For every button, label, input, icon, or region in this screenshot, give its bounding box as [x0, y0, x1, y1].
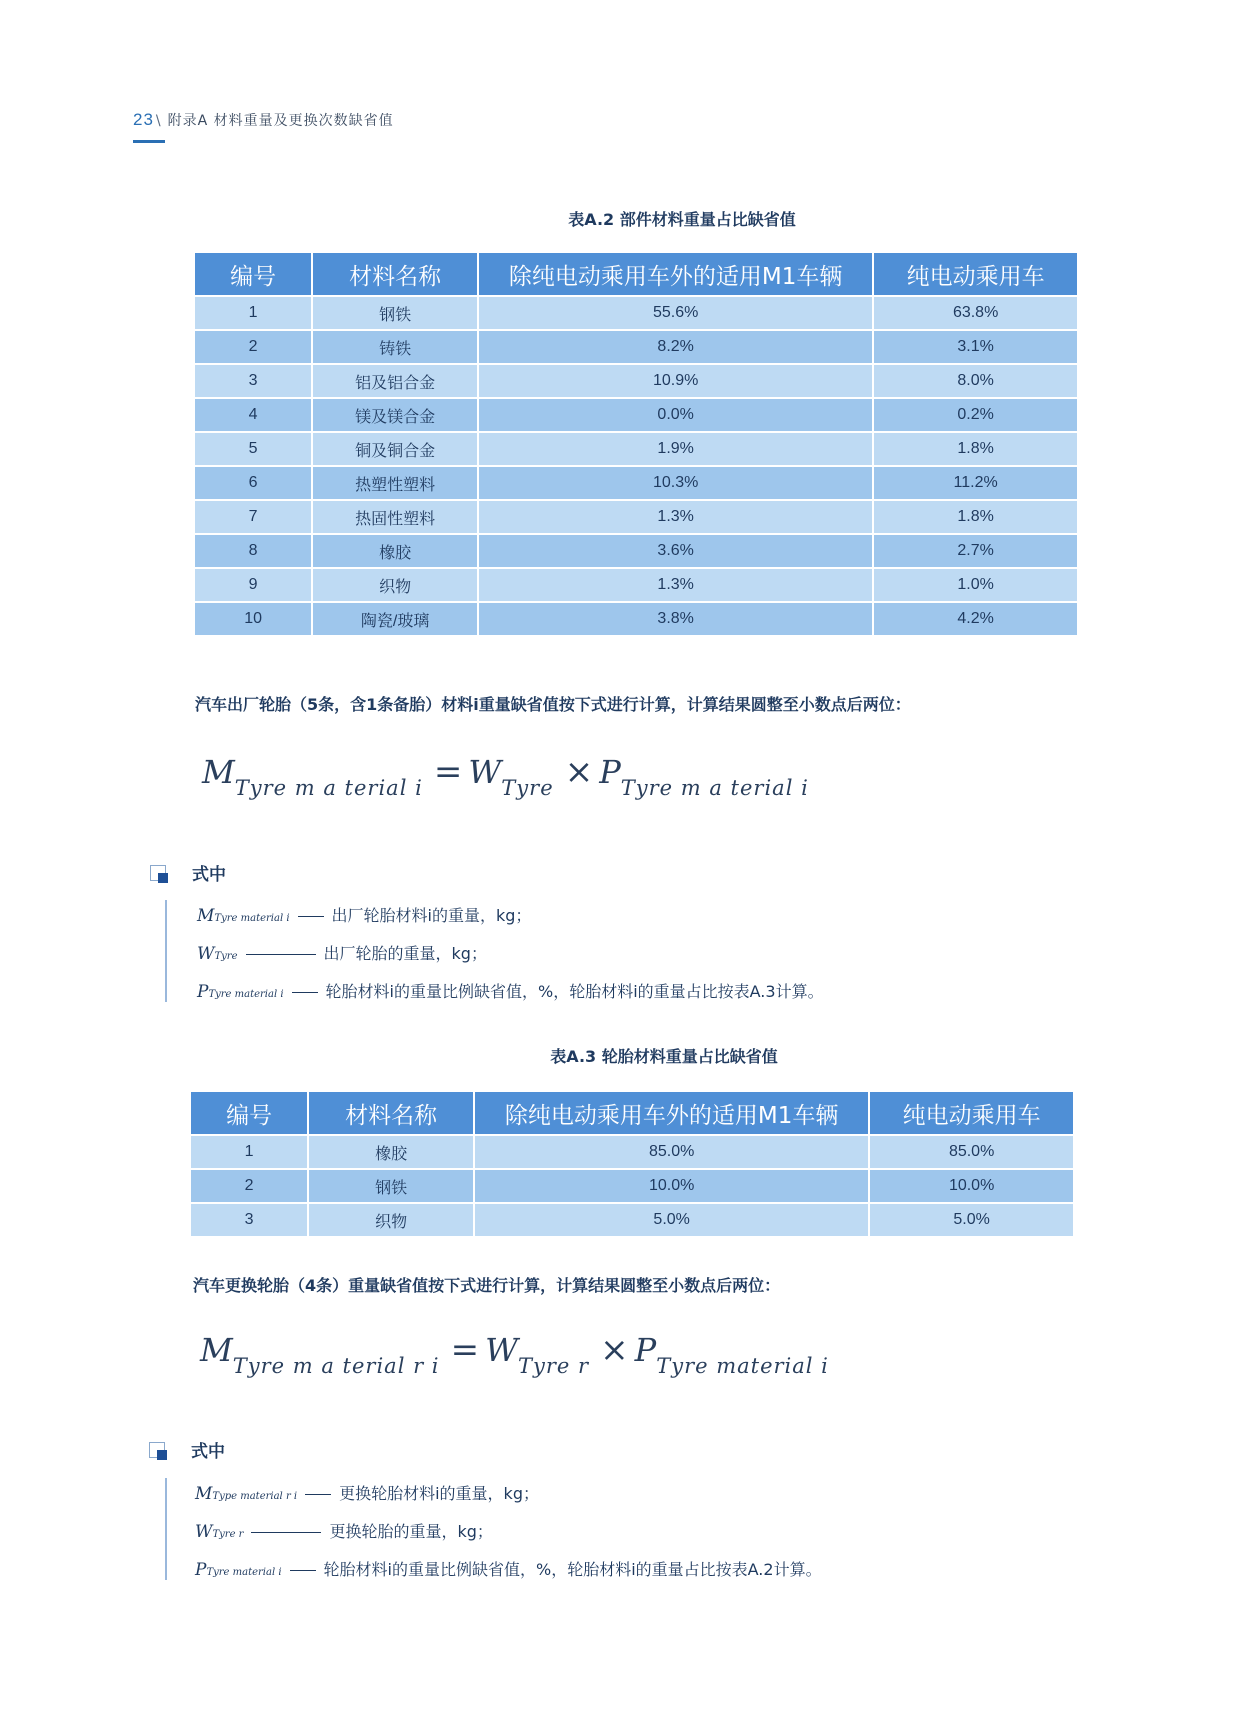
- formula-subscript: Tyre: [501, 776, 554, 800]
- cell-m1-share: 1.9%: [478, 432, 873, 466]
- table-row: [191, 1203, 1073, 1236]
- column-header-material: 材料名称: [308, 1092, 474, 1135]
- header-title: 附录A 材料重量及更换次数缺省值: [167, 113, 394, 129]
- definition-text: 更换轮胎的重量，kg；: [329, 1522, 493, 1541]
- column-header-number: 编号: [195, 253, 312, 296]
- formula-subscript: Tyre m a terial i: [234, 776, 423, 800]
- cell-material: 织物: [312, 568, 478, 602]
- table-row: [195, 432, 1077, 466]
- equals-sign: =: [450, 1330, 480, 1370]
- formula-symbol: P: [634, 1331, 657, 1369]
- definition-dash: [305, 1494, 331, 1495]
- cell-number: 9: [195, 568, 312, 602]
- column-header-number: 编号: [191, 1092, 308, 1135]
- column-header-material: 材料名称: [312, 253, 478, 296]
- cell-number: 1: [195, 296, 312, 330]
- formula-symbol: M: [202, 753, 235, 791]
- cell-m1-share: 3.8%: [478, 602, 873, 635]
- running-header: [133, 110, 394, 130]
- definition-symbol: W: [195, 1522, 213, 1542]
- definition-subscript: Tyre: [214, 951, 238, 962]
- definition-rule: [165, 900, 167, 1002]
- cell-number: 3: [191, 1203, 308, 1236]
- page-number: 23: [133, 110, 154, 129]
- cell-m1-share: 10.0%: [474, 1169, 869, 1203]
- cell-number: 2: [191, 1169, 308, 1203]
- cell-number: 4: [195, 398, 312, 432]
- table-header-row: [191, 1092, 1073, 1135]
- cell-bev-share: 1.0%: [873, 568, 1077, 602]
- table-row: [191, 1169, 1073, 1203]
- definition-item: [195, 1519, 493, 1542]
- formula-symbol: M: [200, 1331, 233, 1369]
- definition-symbol: M: [195, 1484, 213, 1504]
- cell-number: 2: [195, 330, 312, 364]
- cell-material: 陶瓷/玻璃: [312, 602, 478, 635]
- cell-m1-share: 1.3%: [478, 568, 873, 602]
- formula-symbol: W: [468, 753, 502, 791]
- column-header-bev: 纯电动乘用车: [873, 253, 1077, 296]
- formula-symbol: W: [485, 1331, 519, 1369]
- cell-bev-share: 8.0%: [873, 364, 1077, 398]
- where-heading-text: 式中: [191, 1442, 225, 1462]
- cell-m1-share: 0.0%: [478, 398, 873, 432]
- definition-subscript: Type material r i: [212, 1491, 298, 1502]
- definition-dash: [246, 954, 316, 955]
- formula-replacement-tyre: [200, 1330, 829, 1378]
- cell-number: 1: [191, 1135, 308, 1169]
- cell-material: 织物: [308, 1203, 474, 1236]
- definition-text: 轮胎材料i的重量比例缺省值，%，轮胎材料i的重量占比按表A.2计算。: [323, 1560, 822, 1579]
- column-header-bev: 纯电动乘用车: [869, 1092, 1073, 1135]
- formula-subscript: Tyre m a terial i: [620, 776, 809, 800]
- cell-bev-share: 5.0%: [869, 1203, 1073, 1236]
- cell-number: 7: [195, 500, 312, 534]
- table-row: [191, 1135, 1073, 1169]
- definition-symbol: P: [197, 982, 209, 1002]
- table-row: [195, 296, 1077, 330]
- definition-dash: [290, 1570, 316, 1571]
- cell-material: 热固性塑料: [312, 500, 478, 534]
- definition-item: [197, 903, 531, 926]
- cell-m1-share: 85.0%: [474, 1135, 869, 1169]
- cell-material: 铸铁: [312, 330, 478, 364]
- table-a2: [195, 253, 1077, 635]
- paragraph-factory-tyre: 汽车出厂轮胎（5条，含1条备胎）材料i重量缺省值按下式进行计算，计算结果圆整至小数点后两位：: [195, 695, 911, 714]
- cell-number: 8: [195, 534, 312, 568]
- cell-bev-share: 10.0%: [869, 1169, 1073, 1203]
- table-row: [195, 330, 1077, 364]
- definition-dash: [298, 916, 324, 917]
- header-underline: [133, 140, 165, 143]
- formula-subscript: Tyre material i: [656, 1354, 829, 1378]
- definition-symbol: M: [197, 906, 215, 926]
- cell-material: 热塑性塑料: [312, 466, 478, 500]
- cell-bev-share: 1.8%: [873, 500, 1077, 534]
- table-a3: [191, 1092, 1073, 1236]
- cell-bev-share: 1.8%: [873, 432, 1077, 466]
- times-sign: ×: [564, 752, 594, 792]
- paragraph-replacement-tyre: 汽车更换轮胎（4条）重量缺省值按下式进行计算，计算结果圆整至小数点后两位：: [193, 1276, 781, 1295]
- table-row: [195, 500, 1077, 534]
- cell-m1-share: 1.3%: [478, 500, 873, 534]
- cell-material: 镁及镁合金: [312, 398, 478, 432]
- definition-dash: [251, 1532, 321, 1533]
- where-heading: [150, 860, 226, 885]
- cell-bev-share: 0.2%: [873, 398, 1077, 432]
- cell-material: 钢铁: [308, 1169, 474, 1203]
- definition-rule: [165, 1478, 167, 1580]
- cell-number: 10: [195, 602, 312, 635]
- cell-number: 6: [195, 466, 312, 500]
- definition-item: [195, 1481, 539, 1504]
- definition-subscript: Tyre material i: [208, 989, 284, 1000]
- cell-bev-share: 63.8%: [873, 296, 1077, 330]
- cell-m1-share: 5.0%: [474, 1203, 869, 1236]
- table-row: [195, 398, 1077, 432]
- table-row: [195, 534, 1077, 568]
- cell-m1-share: 55.6%: [478, 296, 873, 330]
- cell-material: 橡胶: [308, 1135, 474, 1169]
- cell-number: 5: [195, 432, 312, 466]
- cell-material: 铜及铜合金: [312, 432, 478, 466]
- definition-text: 轮胎材料i的重量比例缺省值，%，轮胎材料i的重量占比按表A.3计算。: [325, 982, 824, 1001]
- table-row: [195, 602, 1077, 635]
- definition-dash: [292, 992, 318, 993]
- cell-m1-share: 10.3%: [478, 466, 873, 500]
- cell-bev-share: 4.2%: [873, 602, 1077, 635]
- cell-bev-share: 3.1%: [873, 330, 1077, 364]
- formula-subscript: Tyre m a terial r i: [232, 1354, 440, 1378]
- times-sign: ×: [600, 1330, 629, 1370]
- cell-material: 钢铁: [312, 296, 478, 330]
- table-row: [195, 364, 1077, 398]
- column-header-m1: 除纯电动乘用车外的适用M1车辆: [474, 1092, 869, 1135]
- cell-m1-share: 10.9%: [478, 364, 873, 398]
- where-heading-text: 式中: [192, 865, 226, 885]
- cell-m1-share: 8.2%: [478, 330, 873, 364]
- table-a3-caption: 表A.3 轮胎材料重量占比缺省值: [550, 1047, 778, 1066]
- definition-symbol: P: [195, 1560, 207, 1580]
- square-bullet-icon: [150, 865, 168, 883]
- table-a2-caption: 表A.2 部件材料重量占比缺省值: [568, 210, 796, 229]
- column-header-m1: 除纯电动乘用车外的适用M1车辆: [478, 253, 873, 296]
- header-separator: \: [155, 113, 162, 129]
- definition-subscript: Tyre material i: [206, 1567, 282, 1578]
- definition-item: [197, 979, 824, 1002]
- definition-subscript: Tyre material i: [214, 913, 290, 924]
- cell-bev-share: 2.7%: [873, 534, 1077, 568]
- cell-material: 铝及铝合金: [312, 364, 478, 398]
- formula-subscript: Tyre r: [518, 1354, 590, 1378]
- definition-text: 更换轮胎材料i的重量，kg；: [339, 1484, 539, 1503]
- where-heading: [149, 1437, 225, 1462]
- table-row: [195, 568, 1077, 602]
- formula-symbol: P: [599, 753, 621, 791]
- table-header-row: [195, 253, 1077, 296]
- equals-sign: =: [433, 752, 463, 792]
- definition-item: [195, 1557, 822, 1580]
- cell-material: 橡胶: [312, 534, 478, 568]
- table-row: [195, 466, 1077, 500]
- formula-factory-tyre: [202, 752, 809, 800]
- definition-text: 出厂轮胎材料i的重量，kg；: [331, 906, 532, 925]
- definition-item: [197, 941, 487, 964]
- cell-bev-share: 85.0%: [869, 1135, 1073, 1169]
- cell-m1-share: 3.6%: [478, 534, 873, 568]
- cell-number: 3: [195, 364, 312, 398]
- definition-subscript: Tyre r: [212, 1529, 244, 1540]
- definition-text: 出厂轮胎的重量，kg；: [323, 944, 487, 963]
- cell-bev-share: 11.2%: [873, 466, 1077, 500]
- definition-symbol: W: [197, 944, 215, 964]
- square-bullet-icon: [149, 1442, 167, 1460]
